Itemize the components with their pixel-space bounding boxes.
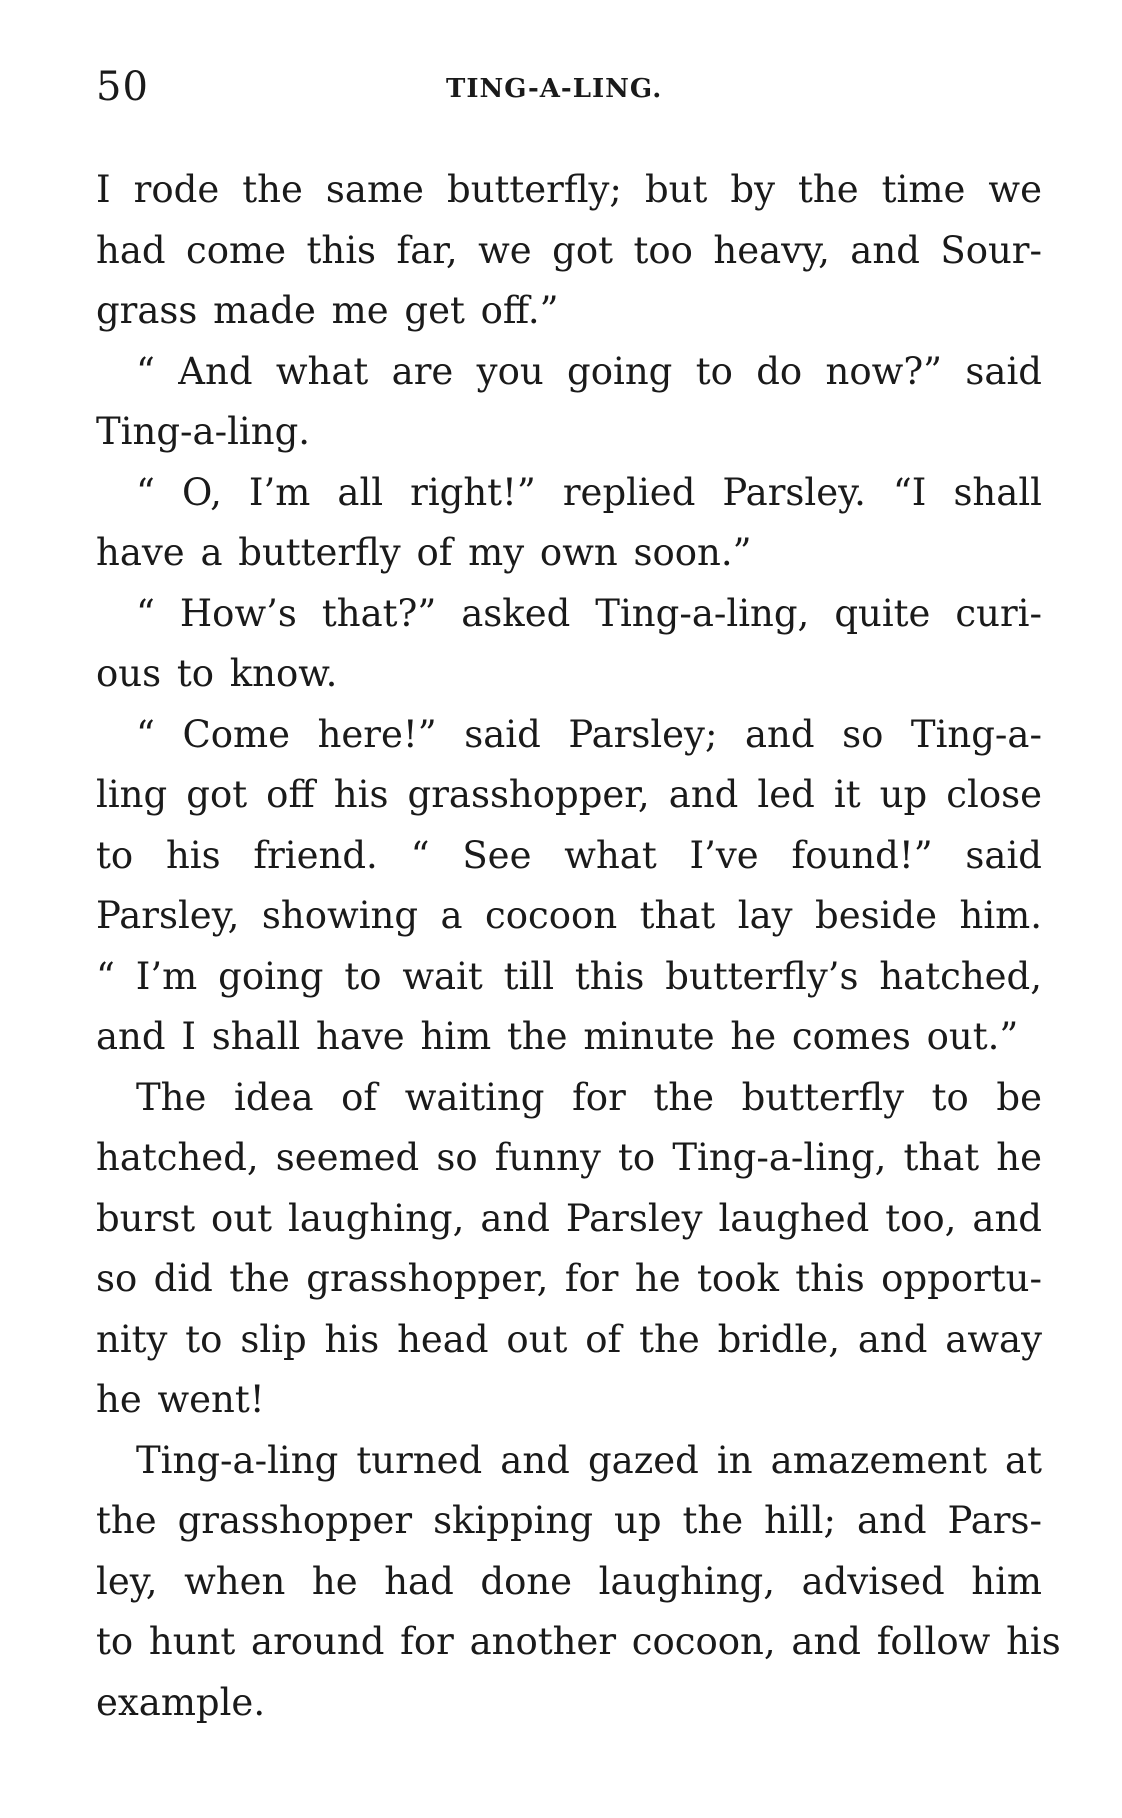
text-line: grass made me get off.” (96, 289, 559, 332)
text-line: burst out laughing, and Parsley laughed too, and (96, 1196, 1042, 1240)
text-line: ling got off his grasshopper, and led it up close (96, 773, 1042, 816)
text-line: ous to know. (96, 652, 338, 695)
text-line: Ting-a-ling turned and gazed in amazement at (136, 1438, 1042, 1482)
body-text (96, 160, 1061, 1733)
running-head: TING-A-LING. (446, 74, 663, 104)
text-line: Parsley, showing a cocoon that lay beside him. (96, 894, 1042, 937)
text-line: “ And what are you going to do now?” said (136, 349, 1042, 393)
text-line: to hunt around for another cocoon, and follow his (96, 1620, 1061, 1663)
text-line: have a butterfly of my own soon.” (96, 531, 752, 574)
text-line: so did the grasshopper, for he took this opportu- (96, 1257, 1042, 1300)
text-line: Ting-a-ling. (96, 410, 311, 453)
text-line: “ I’m going to wait till this butterfly’s hatched, (96, 954, 1042, 998)
text-line: I rode the same butterfly; but by the time we (96, 168, 1042, 211)
page-number: 50 (96, 64, 149, 110)
text-line: “ How’s that?” asked Ting-a-ling, quite curi- (136, 591, 1042, 635)
text-line: “ Come here!” said Parsley; and so Ting-a- (136, 712, 1042, 756)
text-line: had come this far, we got too heavy, and Sour- (96, 228, 1042, 272)
text-line: he went! (96, 1378, 265, 1421)
text-line: hatched, seemed so funny to Ting-a-ling, that he (96, 1136, 1042, 1179)
text-line: and I shall have him the minute he comes out.” (96, 1015, 1019, 1058)
text-line: to his friend. “ See what I’ve found!” said (96, 833, 1042, 877)
text-line: “ O, I’m all right!” replied Parsley. “I shall (136, 470, 1042, 514)
text-line: ley, when he had done laughing, advised him (96, 1559, 1042, 1603)
text-line: the grasshopper skipping up the hill; and Pars- (96, 1499, 1042, 1542)
text-line: The idea of waiting for the butterfly to be (136, 1075, 1042, 1119)
text-line: example. (96, 1680, 266, 1724)
text-line: nity to slip his head out of the bridle, and away (96, 1317, 1042, 1361)
page-header (96, 64, 1042, 124)
